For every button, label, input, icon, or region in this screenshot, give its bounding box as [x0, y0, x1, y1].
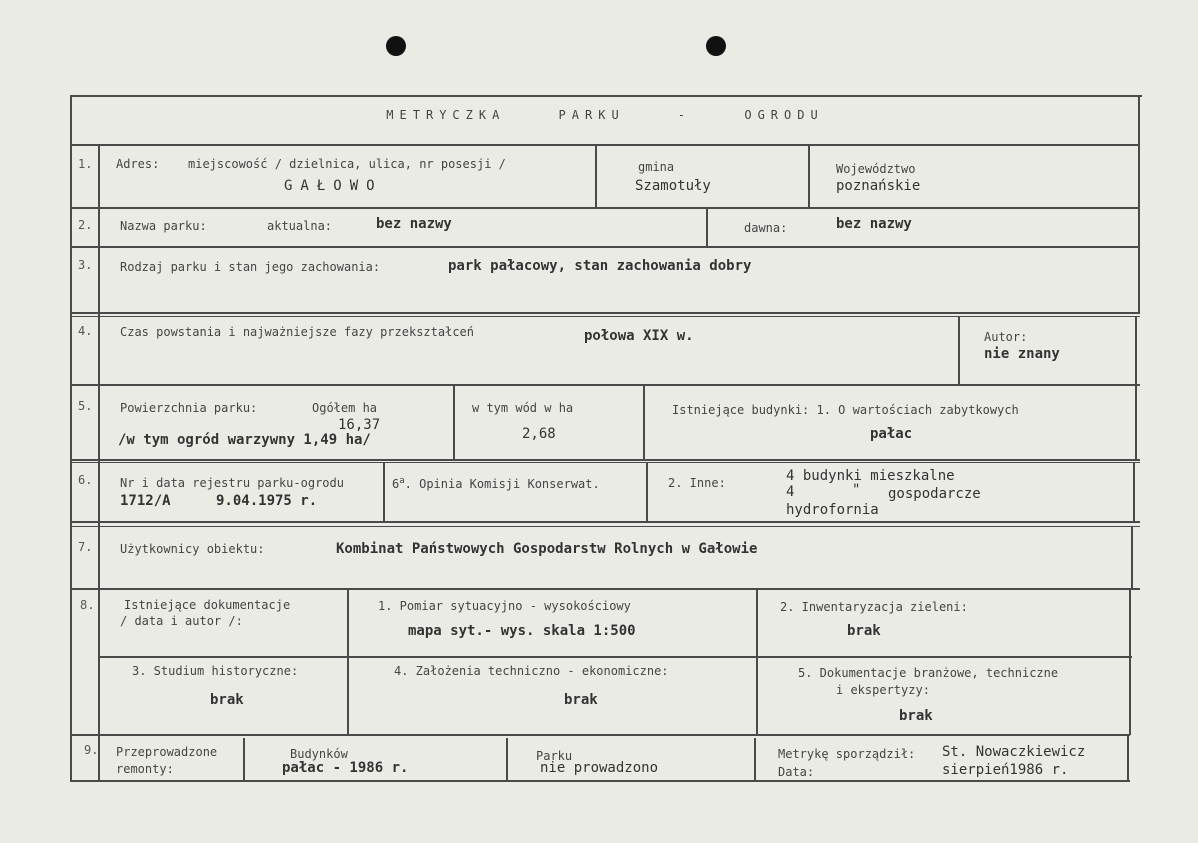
rodzaj-parku-value: park pałacowy, stan zachowania dobry	[448, 258, 752, 274]
gmina-value: Szamotuły	[635, 178, 711, 194]
adres-label: Adres:	[116, 157, 160, 171]
row6-div-2	[646, 462, 648, 522]
inne-value-2-ditto: "	[852, 482, 861, 498]
wojewodztwo-value: poznańskie	[836, 178, 921, 194]
row-number-7: 7.	[78, 540, 93, 554]
data-label: Data:	[778, 765, 815, 779]
wojewodztwo-label: Województwo	[836, 162, 916, 176]
opinia-label	[392, 476, 600, 491]
row-number-5: 5.	[78, 399, 93, 413]
row-number-4: 4.	[78, 324, 93, 338]
row5-div-1	[453, 386, 455, 460]
row1-div-2	[808, 144, 810, 208]
dokumentacje-label-1: Istniejące dokumentacje	[124, 598, 291, 612]
row4-top	[70, 316, 1140, 317]
czas-powstania-value: połowa XIX w.	[584, 328, 694, 344]
opinia-text: . Opinia Komisji Konserwat.	[404, 477, 600, 491]
row1-right	[1138, 144, 1140, 208]
punch-hole-left	[386, 36, 406, 56]
frame-right	[1138, 95, 1140, 145]
row7-right	[1131, 526, 1133, 589]
row2-right	[1138, 207, 1140, 247]
ogrod-warzywny-value: /w tym ogród warzywny 1,49 ha/	[118, 432, 371, 448]
inwentaryzacja-label: 2. Inwentaryzacja zieleni:	[780, 600, 968, 614]
dawna-label: dawna:	[744, 221, 788, 235]
inne-label: 2. Inne:	[668, 476, 726, 490]
opinia-sup: a	[399, 476, 405, 486]
remonty-label-1: Przeprowadzone	[116, 745, 218, 759]
sporzadzil-label: Metrykę sporządził:	[778, 747, 916, 761]
row2-bottom	[70, 246, 1140, 248]
row9-right	[1127, 736, 1129, 781]
row6-div-1	[383, 462, 385, 522]
row-number-3: 3.	[78, 258, 93, 272]
row9-div-2	[506, 738, 508, 781]
data-value: sierpień1986 r.	[942, 762, 1069, 778]
row-number-2: 2.	[78, 218, 93, 232]
row4-bottom	[70, 384, 1140, 386]
row1-div-1	[595, 144, 597, 208]
inne-value-2-count: 4	[786, 484, 795, 500]
autor-label: Autor:	[984, 330, 1028, 344]
adres-value: GAŁOWO	[284, 178, 383, 194]
row8-div-1	[347, 589, 349, 735]
adres-sub-label: miejscowość / dzielnica, ulica, nr posesji /	[188, 157, 506, 171]
row-number-8: 8.	[80, 598, 95, 612]
row2-div	[706, 207, 708, 247]
budynkow-value: pałac - 1986 r.	[282, 760, 409, 776]
row9-div-1	[243, 738, 245, 781]
dokumentacje-label-2: / data i autor /:	[120, 614, 243, 628]
pomiar-label: 1. Pomiar sytuacyjno - wysokościowy	[378, 599, 631, 613]
zalozenia-value: brak	[564, 692, 598, 708]
budynki-zabytkowe-label: Istniejące budynki: 1. O wartościach zabytkowych	[672, 403, 1019, 417]
branzowe-label-2: i ekspertyzy:	[836, 683, 930, 697]
dawna-value: bez nazwy	[836, 216, 912, 232]
card-title: METRYCZKA PARKU - OGRODU	[386, 108, 824, 122]
row5-div-2	[643, 386, 645, 460]
row6-right	[1133, 462, 1135, 522]
aktualna-value: bez nazwy	[376, 216, 452, 232]
branzowe-label-1: 5. Dokumentacje branżowe, techniczne	[798, 666, 1059, 680]
inne-value-1: 4 budynki mieszkalne	[786, 468, 955, 484]
inwentaryzacja-value: brak	[847, 623, 881, 639]
row8-middle	[100, 656, 1132, 658]
rejestr-label: Nr i data rejestru parku-ogrodu	[120, 476, 344, 490]
studium-value: brak	[210, 692, 244, 708]
uzytkownicy-label: Użytkownicy obiektu:	[120, 542, 265, 556]
sporzadzil-value: St. Nowaczkiewicz	[942, 744, 1086, 760]
row1-bottom	[70, 207, 1140, 209]
row6-top	[70, 462, 1140, 463]
parku-value: nie prowadzono	[540, 760, 659, 776]
wod-value: 2,68	[522, 426, 556, 442]
row1-top	[70, 144, 1140, 146]
budynki-zabytkowe-value: pałac	[870, 426, 913, 442]
punch-hole-right	[706, 36, 726, 56]
row-number-6: 6.	[78, 473, 93, 487]
row4-right	[1135, 316, 1137, 386]
parku-label: Parku	[536, 749, 573, 763]
row8-bottom	[70, 734, 1130, 736]
row6-bottom	[70, 521, 1140, 523]
row3-bottom	[70, 312, 1140, 314]
zalozenia-label: 4. Założenia techniczno - ekonomiczne:	[394, 664, 669, 678]
rejestr-nr-value: 1712/A	[120, 493, 171, 509]
inne-value-2-type: gospodarcze	[888, 486, 981, 502]
row8-right	[1129, 589, 1131, 735]
frame-top	[70, 95, 1142, 97]
rodzaj-parku-label: Rodzaj parku i stan jego zachowania:	[120, 260, 381, 274]
nazwa-parku-label: Nazwa parku:	[120, 219, 207, 233]
frame-left	[70, 95, 72, 781]
pomiar-value: mapa syt.- wys. skala 1:500	[408, 623, 636, 639]
number-column-line	[98, 145, 100, 781]
row9-div-3	[754, 738, 756, 781]
opinia-number: 6	[392, 477, 400, 491]
budynkow-label: Budynków	[290, 747, 348, 761]
frame-bottom	[70, 780, 1130, 782]
row7-top	[70, 526, 1140, 527]
branzowe-value: brak	[899, 708, 933, 724]
row5-right	[1135, 384, 1137, 461]
row8-div-2	[756, 589, 758, 735]
rejestr-data-value: 9.04.1975 r.	[216, 493, 318, 509]
aktualna-label: aktualna:	[267, 219, 333, 233]
ogolem-value: 16,37	[338, 417, 381, 433]
ogolem-label: Ogółem ha	[312, 401, 378, 415]
row3-right	[1138, 246, 1140, 313]
row4-div	[958, 316, 960, 386]
wod-label: w tym wód w ha	[472, 401, 574, 415]
row7-bottom	[70, 588, 1140, 590]
uzytkownicy-value: Kombinat Państwowych Gospodarstw Rolnych w Gałowie	[336, 541, 758, 557]
autor-value: nie znany	[984, 346, 1060, 362]
row-number-1: 1.	[78, 157, 93, 171]
row-number-9: 9.	[84, 743, 99, 757]
row5-bottom	[70, 459, 1140, 461]
inne-value-3: hydrofornia	[786, 502, 879, 518]
gmina-label: gmina	[638, 160, 675, 174]
remonty-label-2: remonty:	[116, 762, 174, 776]
studium-label: 3. Studium historyczne:	[132, 664, 299, 678]
czas-powstania-label: Czas powstania i najważniejsze fazy przekształceń	[120, 325, 475, 339]
powierzchnia-label: Powierzchnia parku:	[120, 401, 258, 415]
